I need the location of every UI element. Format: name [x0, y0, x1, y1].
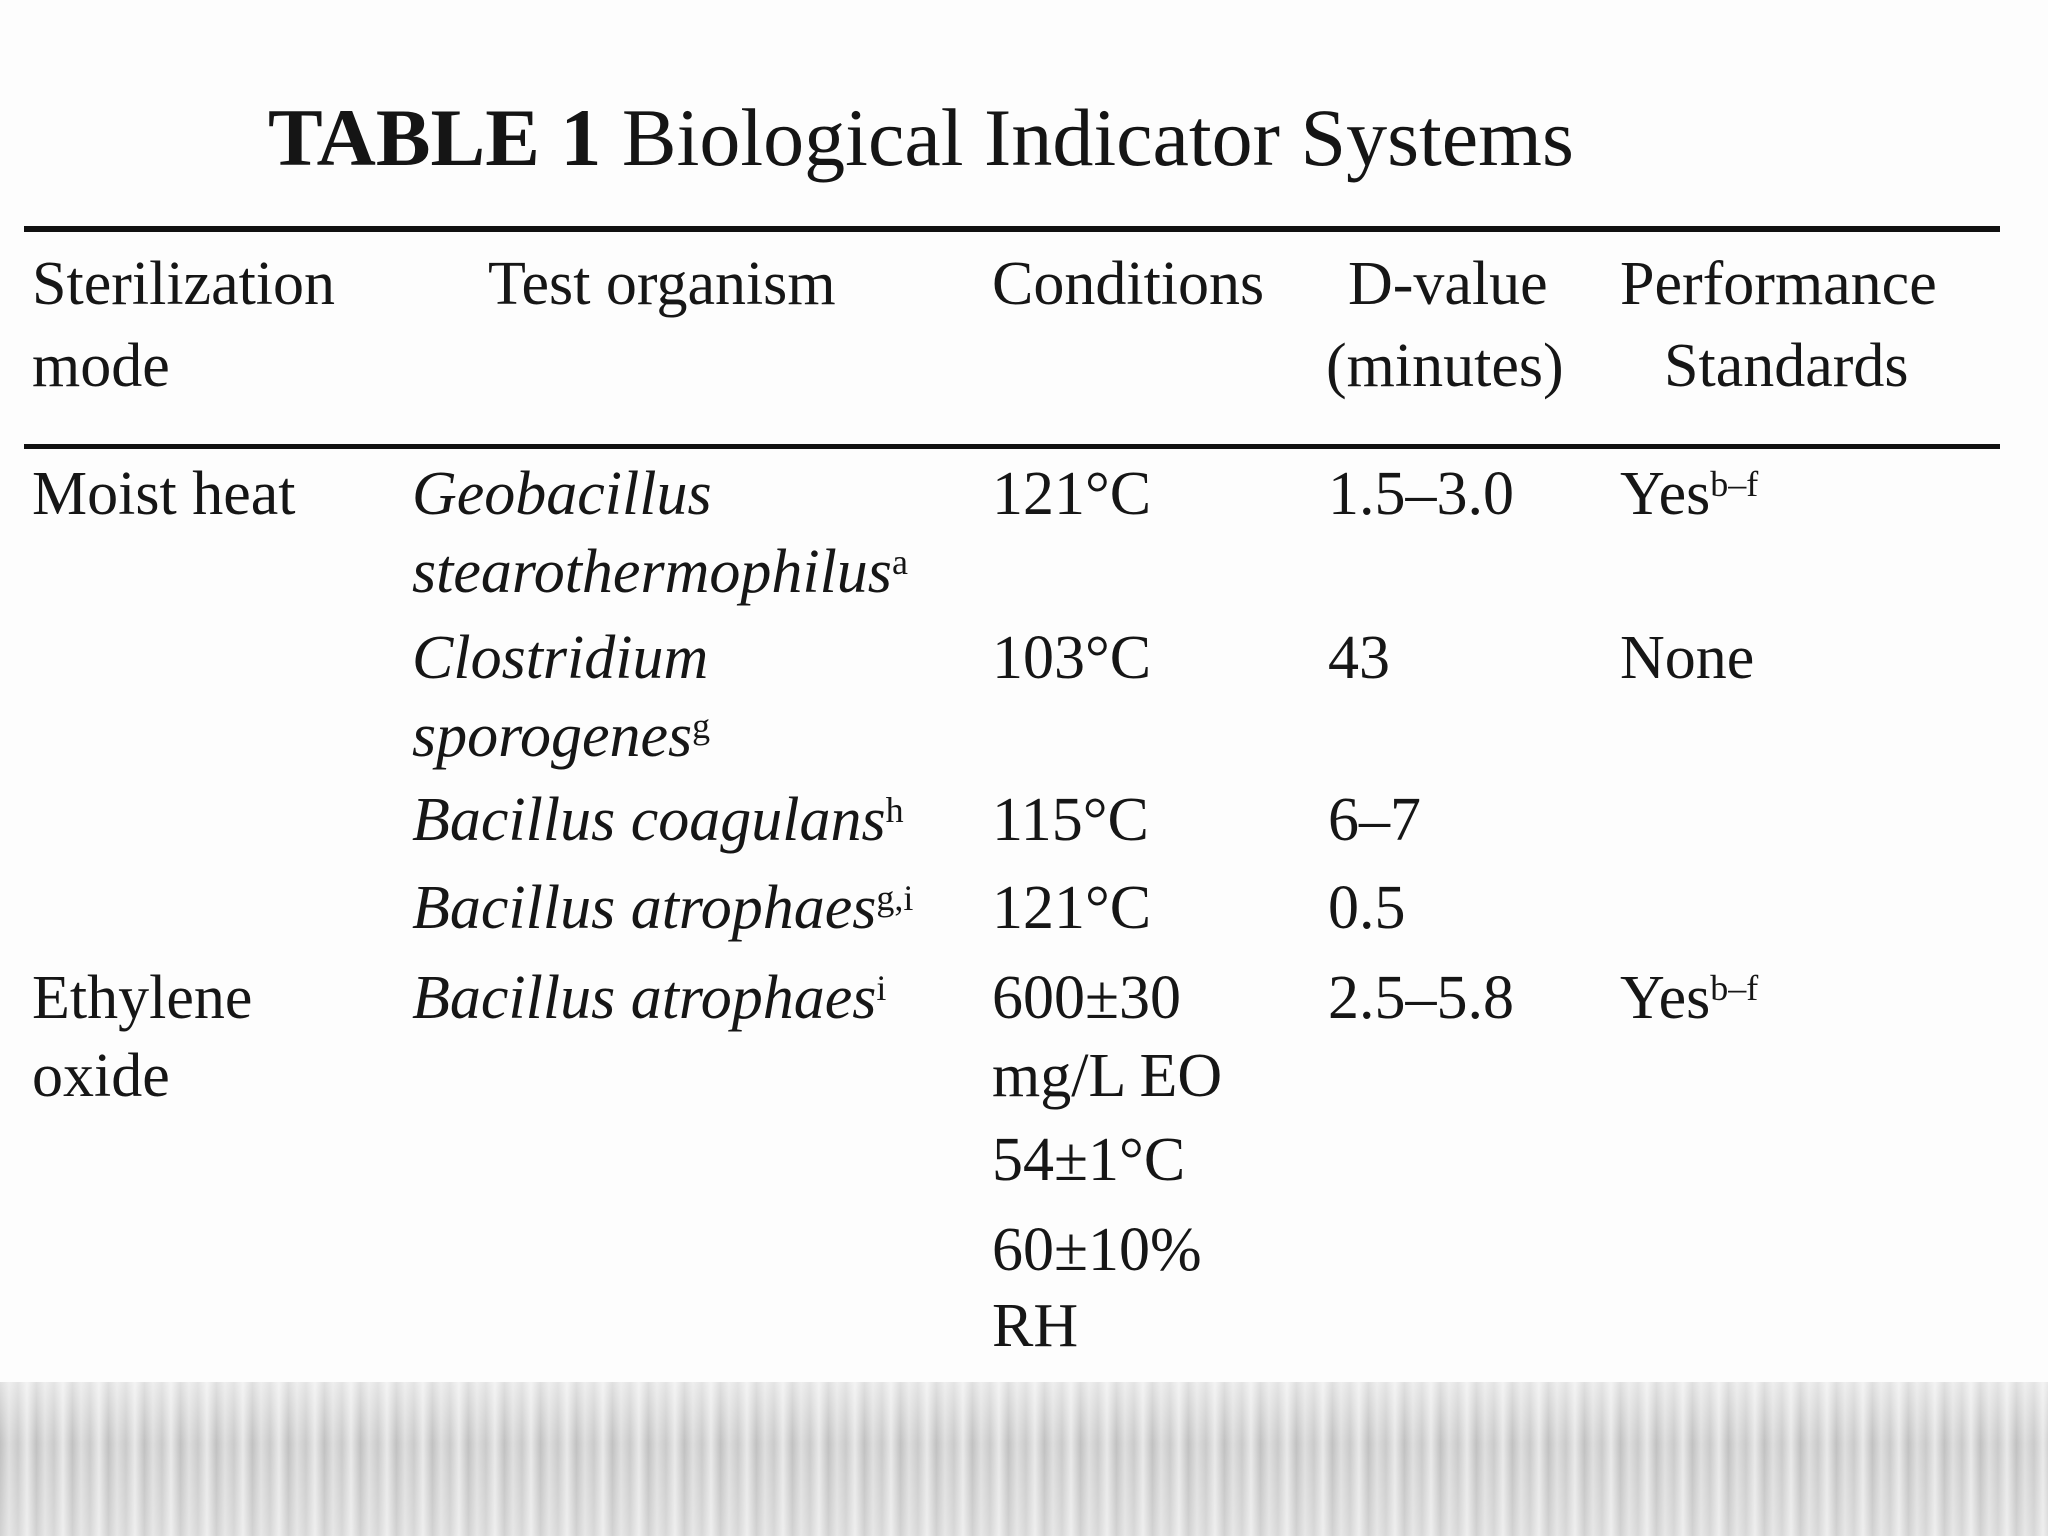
row3-conditions: 115°C: [992, 786, 1149, 854]
row5-mode-line2: oxide: [32, 1042, 170, 1110]
header-conditions: Conditions: [992, 250, 1265, 318]
row1-organism-footnote: a: [891, 542, 908, 582]
row1-conditions: 121°C: [992, 460, 1152, 528]
row4-conditions: 121°C: [992, 874, 1152, 942]
row3-organism: Bacillus coagulans$^h$: [412, 786, 904, 854]
row1-organism-line2: stearothermophilus$^a$: [412, 538, 908, 606]
row5-performance: Yes$^{b-f}$: [1620, 964, 1759, 1032]
row5-conditions-line4: 60±10%: [992, 1216, 1202, 1284]
row2-d-value: 43: [1328, 624, 1390, 692]
row1-mode: Moist heat: [32, 460, 296, 528]
header-d-value-line2: (minutes): [1326, 332, 1564, 400]
table-number: TABLE 1: [268, 92, 602, 183]
row5-d-value: 2.5–5.8: [1328, 964, 1514, 1032]
table-title: [268, 88, 1574, 188]
header-d-value-line1: D-value: [1348, 250, 1548, 318]
row5-mode-line1: Ethylene: [32, 964, 253, 1032]
header-sterilization-mode-line1: Sterilization: [32, 250, 336, 318]
row3-organism-footnote: h: [885, 790, 904, 830]
row4-organism: Bacillus atrophaes$^{g,i}$: [412, 874, 914, 942]
row2-organism-footnote: g: [692, 706, 711, 746]
row5-organism: Bacillus atrophaes$^i$: [412, 964, 887, 1032]
header-sterilization-mode-line2: mode: [32, 332, 170, 400]
row5-performance-footnote: b–f: [1710, 968, 1759, 1008]
row1-organism-line1: Geobacillus: [412, 460, 712, 528]
row1-d-value: 1.5–3.0: [1328, 460, 1514, 528]
row5-conditions-line5: RH: [992, 1292, 1079, 1360]
table-top-rule: [24, 226, 2000, 232]
row2-performance: None: [1620, 624, 1755, 692]
row4-organism-footnote: g,i: [876, 878, 914, 918]
table-header-rule: [24, 444, 2000, 449]
row2-organism-line1: Clostridium: [412, 624, 709, 692]
row5-conditions-line2: mg/L EO: [992, 1042, 1223, 1110]
row1-performance: Yes$^{b-f}$: [1620, 460, 1759, 528]
header-performance-line2: Standards: [1664, 332, 1909, 400]
header-performance-line1: Performance: [1620, 250, 1937, 318]
table-caption: Biological Indicator Systems: [601, 92, 1574, 183]
row2-conditions: 103°C: [992, 624, 1152, 692]
row1-performance-footnote: b–f: [1710, 464, 1759, 504]
row4-d-value: 0.5: [1328, 874, 1406, 942]
row2-organism-line2: sporogenes$^g$: [412, 702, 711, 770]
slide-footer-band: [0, 1382, 2048, 1536]
row5-conditions-line3: 54±1°C: [992, 1126, 1186, 1194]
row5-organism-footnote: i: [876, 968, 887, 1008]
row5-conditions-line1: 600±30: [992, 964, 1182, 1032]
row3-d-value: 6–7: [1328, 786, 1421, 854]
header-test-organism: Test organism: [488, 250, 836, 318]
